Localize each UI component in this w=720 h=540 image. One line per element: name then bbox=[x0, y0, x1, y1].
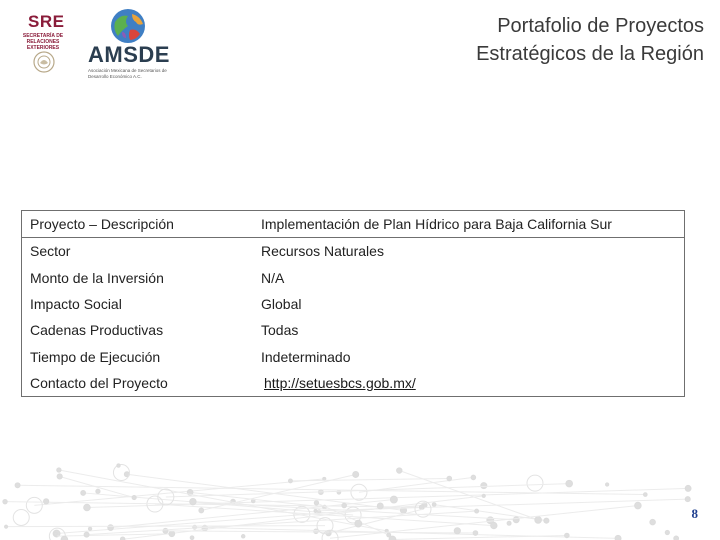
pattern-dot bbox=[419, 505, 424, 510]
row-value: Implementación de Plan Hídrico para Baja California Sur bbox=[253, 211, 685, 238]
row-value-cell bbox=[253, 370, 685, 397]
pattern-dot bbox=[473, 531, 478, 536]
row-value: Todas bbox=[261, 322, 299, 339]
pattern-dot bbox=[84, 504, 91, 511]
pattern-dot bbox=[96, 489, 100, 493]
pattern-dot bbox=[132, 496, 136, 500]
pattern-dot bbox=[397, 468, 402, 473]
pattern-dot bbox=[475, 509, 479, 513]
pattern-dot bbox=[544, 518, 549, 523]
pattern-dot bbox=[566, 480, 573, 487]
pattern-dot bbox=[44, 499, 49, 504]
pattern-dot bbox=[685, 485, 691, 491]
table-row bbox=[22, 291, 685, 317]
pattern-dot bbox=[190, 536, 194, 540]
pattern-dot bbox=[163, 528, 168, 533]
row-label: Sector bbox=[30, 243, 71, 260]
pattern-dot bbox=[482, 494, 485, 497]
row-label: Cadenas Productivas bbox=[30, 322, 164, 339]
pattern-dot bbox=[169, 531, 175, 537]
pattern-dot bbox=[117, 464, 120, 467]
amsde-logo-word: AMSDE bbox=[88, 42, 170, 67]
page-title bbox=[476, 12, 704, 68]
pattern-dot bbox=[454, 528, 460, 534]
pattern-dot bbox=[190, 498, 196, 504]
pattern-dot bbox=[314, 509, 317, 512]
pattern-dot bbox=[535, 517, 542, 524]
background-dot-pattern bbox=[0, 455, 720, 540]
pattern-dot bbox=[61, 536, 68, 540]
pattern-dot bbox=[377, 503, 383, 509]
pattern-dot bbox=[314, 501, 318, 505]
pattern-dot bbox=[471, 475, 476, 480]
pattern-dot bbox=[447, 476, 452, 481]
pattern-dot bbox=[353, 471, 359, 477]
table-row bbox=[22, 265, 685, 291]
pattern-dot bbox=[26, 497, 42, 513]
pattern-dot bbox=[199, 508, 204, 513]
row-value: Recursos Naturales bbox=[261, 243, 384, 260]
amsde-logo bbox=[86, 8, 178, 78]
row-value: Indeterminado bbox=[261, 348, 351, 365]
pattern-dot bbox=[57, 468, 61, 472]
pattern-dot bbox=[390, 496, 397, 503]
pattern-dot bbox=[288, 479, 292, 483]
pattern-dot bbox=[389, 536, 396, 540]
contact-link[interactable]: http://setuesbcs.gob.mx/ bbox=[264, 374, 416, 391]
row-value: Global bbox=[261, 296, 302, 313]
sre-logo bbox=[10, 10, 76, 76]
pattern-dot bbox=[108, 525, 114, 531]
pattern-dot bbox=[57, 474, 62, 479]
pattern-dot bbox=[606, 483, 609, 486]
project-info-table bbox=[21, 210, 685, 397]
pattern-dot bbox=[685, 497, 690, 502]
page-number: 8 bbox=[691, 506, 698, 521]
pattern-dot bbox=[241, 535, 245, 539]
table-row bbox=[22, 211, 685, 238]
table-row bbox=[22, 343, 685, 369]
pattern-dot bbox=[432, 503, 436, 507]
row-label: Monto de la Inversión bbox=[30, 269, 164, 286]
pattern-dot bbox=[527, 475, 543, 491]
pattern-dot bbox=[615, 535, 621, 540]
table-row bbox=[22, 238, 685, 265]
page-title-line-1: Portafolio de Proyectos bbox=[497, 15, 704, 37]
pattern-dot bbox=[513, 517, 519, 523]
page-title-line-2: Estratégicos de la Región bbox=[476, 43, 704, 65]
pattern-dot bbox=[635, 502, 642, 509]
pattern-dot bbox=[565, 533, 570, 538]
row-label: Contacto del Proyecto bbox=[30, 374, 168, 391]
table-row bbox=[22, 317, 685, 343]
pattern-dot bbox=[13, 509, 29, 525]
row-label: Tiempo de Ejecución bbox=[30, 348, 161, 365]
pattern-dot bbox=[650, 519, 656, 525]
pattern-dot bbox=[481, 483, 487, 489]
table-row bbox=[22, 370, 685, 397]
pattern-dot bbox=[674, 536, 679, 540]
pattern-dot bbox=[643, 493, 647, 497]
sre-logo-word: SRE bbox=[28, 12, 65, 31]
row-label: Proyecto – Descripción bbox=[22, 211, 254, 238]
pattern-dot bbox=[15, 483, 20, 488]
mexico-seal-icon bbox=[32, 50, 56, 74]
pattern-dot bbox=[5, 525, 8, 528]
row-label: Impacto Social bbox=[30, 296, 122, 313]
pattern-dot bbox=[3, 499, 7, 503]
pattern-dot bbox=[88, 527, 91, 530]
pattern-dot bbox=[81, 491, 86, 496]
amsde-logo-tagline: Asociación Mexicana de Secretarios de Desarrollo Económico A.C. bbox=[88, 68, 167, 79]
globe-icon bbox=[110, 8, 146, 44]
pattern-dot bbox=[665, 530, 669, 534]
pattern-dot bbox=[84, 532, 89, 537]
pattern-dot bbox=[507, 521, 511, 525]
pattern-dot bbox=[355, 520, 362, 527]
pattern-dot bbox=[342, 503, 347, 508]
sre-logo-subtitle: SECRETARÍA DE RELACIONES EXTERIORES bbox=[22, 33, 64, 51]
row-value: N/A bbox=[261, 269, 285, 286]
pattern-dot bbox=[491, 522, 497, 528]
pattern-dot bbox=[54, 532, 57, 535]
